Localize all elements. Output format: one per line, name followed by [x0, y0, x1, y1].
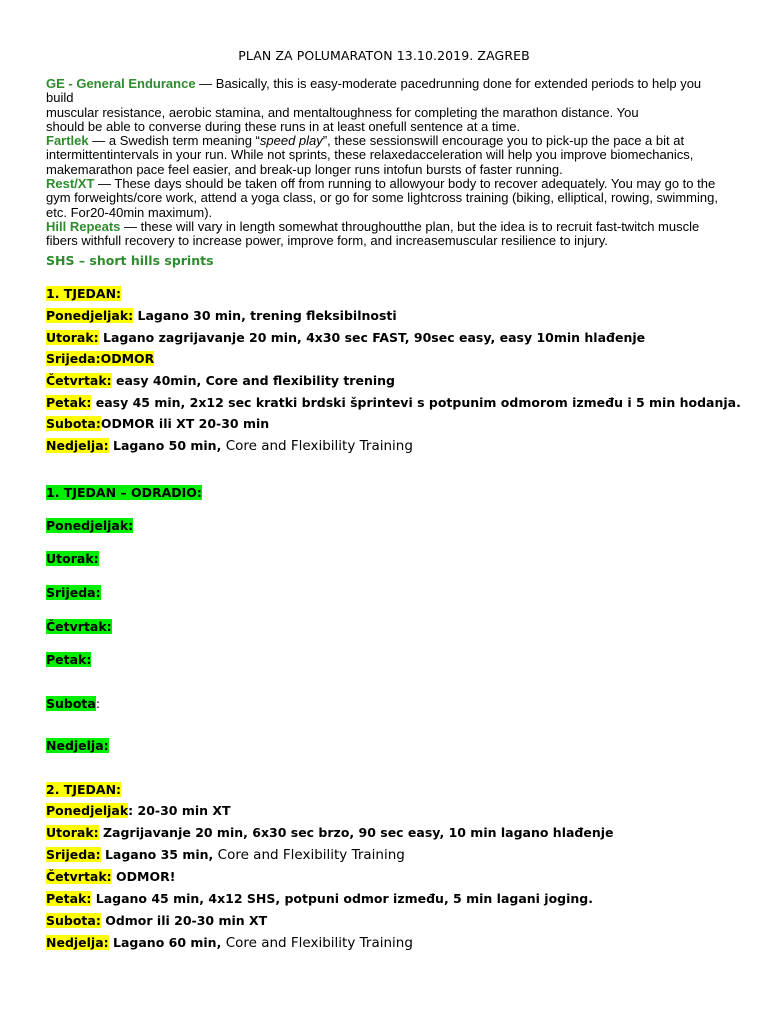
week2-sunday: Nedjelja: Lagano 60 min, Core and Flexibility Training [46, 935, 413, 951]
week1-wednesday: Srijeda:ODMOR [46, 351, 155, 366]
hill-text-line2: fibers withfull recovery to increase power, improve form, and increasemuscular resilience to injury. [46, 233, 608, 249]
rest-text-line2: gym forweights/core work, attend a yoga class, or go for some lightcross training (biking, elliptical, rowing, swimming, [46, 190, 718, 206]
week1-saturday: Subota:ODMOR ili XT 20-30 min [46, 416, 270, 431]
week1-done-thursday: Četvrtak: [46, 619, 112, 634]
fartlek-italic: speed play [259, 133, 323, 149]
rest-text-line3: etc. For20-40min maximum). [46, 204, 213, 220]
week1-done-tuesday: Utorak: [46, 551, 99, 566]
fartlek-text-line2: intermittentintervals in your run. While not sprints, these relaxedacceleration will help you improve biomechanics, [46, 147, 694, 163]
document-title: PLAN ZA POLUMARATON 13.10.2019. ZAGREB [238, 48, 530, 63]
week2-tuesday: Utorak: Zagrijavanje 20 min, 6x30 sec brzo, 90 sec easy, 10 min lagano hlađenje [46, 825, 614, 840]
rest-text: — These days should be taken off from running to allowyour body to recover adequately. You may go to the [94, 176, 716, 192]
week1-done-monday: Ponedjeljak: [46, 518, 134, 533]
week1-thursday: Četvrtak: easy 40min, Core and flexibility trening [46, 373, 395, 388]
week1-done-saturday: Subota: [46, 696, 101, 711]
ge-term: GE - General Endurance [46, 76, 196, 91]
fartlek-text-b: ”, these sessionswill encourage you to pick-up the pace a bit at [322, 133, 685, 149]
week1-done-sunday: Nedjelja: [46, 738, 109, 753]
ge-text-line2: muscular resistance, aerobic stamina, and mentaltoughness for completing the marathon distance. You [46, 104, 639, 120]
week1-heading: 1. TJEDAN: [46, 286, 122, 301]
fartlek-text-a: — a Swedish term meaning “ [88, 133, 260, 149]
week1-sunday: Nedjelja: Lagano 50 min, Core and Flexibility Training [46, 438, 413, 454]
week1-friday: Petak: easy 45 min, 2x12 sec kratki brdski šprintevi s potpunim odmorom između i 5 min hodanja. [46, 395, 741, 410]
fartlek-text-line3: makemarathon pace feel easier, and break-up longer runs intofun bursts of faster running. [46, 161, 563, 177]
hill-definition [46, 220, 726, 234]
hill-term: Hill Repeats [46, 218, 121, 234]
week1-done-friday: Petak: [46, 652, 92, 667]
week2-heading: 2. TJEDAN: [46, 782, 122, 797]
week1-done-heading: 1. TJEDAN – ODRADIO: [46, 485, 202, 500]
fartlek-term: Fartlek [46, 133, 89, 149]
ge-definition [46, 77, 726, 106]
shs-definition: SHS – short hills sprints [46, 253, 214, 268]
week1-monday: Ponedjeljak: Lagano 30 min, trening fleksibilnosti [46, 308, 397, 323]
rest-term: Rest/XT [46, 176, 95, 192]
week2-thursday: Četvrtak: ODMOR! [46, 869, 176, 884]
ge-text-line3: should be able to converse during these runs in at least onefull sentence at a time. [46, 118, 521, 134]
ge-text: — Basically, this is easy-moderate pacedrunning done for extended periods to help you build [46, 76, 702, 106]
week1-tuesday: Utorak: Lagano zagrijavanje 20 min, 4x30 sec FAST, 90sec easy, easy 10min hlađenje [46, 330, 646, 345]
week1-done-wednesday: Srijeda: [46, 585, 101, 600]
week2-monday: Ponedjeljak: 20-30 min XT [46, 803, 231, 818]
week2-friday: Petak: Lagano 45 min, 4x12 SHS, potpuni odmor između, 5 min lagani joging. [46, 891, 593, 906]
intro-definitions [46, 77, 726, 249]
hill-text: — these will vary in length somewhat throughoutthe plan, but the idea is to recruit fast-twitch muscle [120, 218, 700, 234]
rest-definition [46, 177, 726, 191]
week2-wednesday: Srijeda: Lagano 35 min, Core and Flexibility Training [46, 847, 405, 863]
week2-saturday: Subota: Odmor ili 20-30 min XT [46, 913, 268, 928]
fartlek-definition [46, 134, 726, 148]
